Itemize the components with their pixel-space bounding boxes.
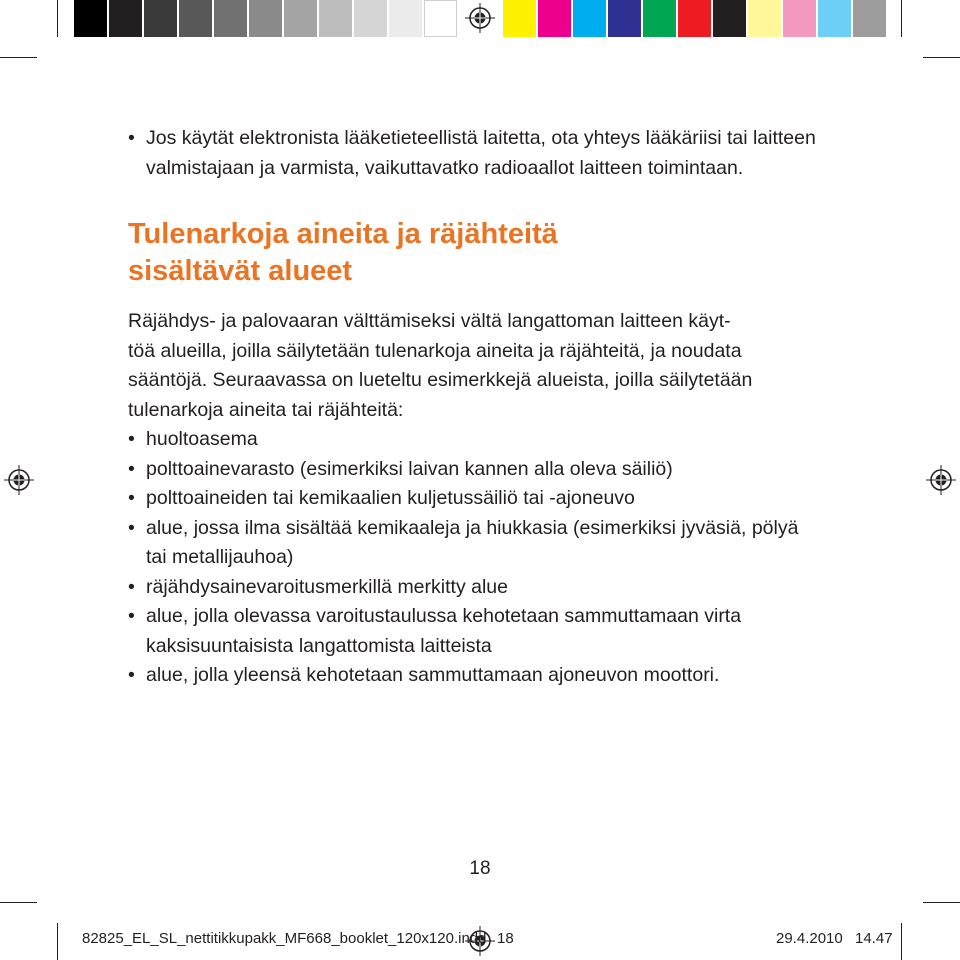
bullet-text: alue, jolla olevassa varoitustaulussa kehotetaan sammuttamaan virta kaksisuuntaisista langattomista laitteista [146,605,742,657]
color-bar-grayscale [74,0,459,37]
color-swatch [74,0,107,37]
registration-mark-icon [4,465,34,495]
color-swatch [109,0,142,37]
registration-mark-icon [926,465,956,495]
list-item [128,425,818,455]
list-item [128,514,818,573]
page-content [128,124,828,691]
bullet-text: polttoaineiden tai kemikaalien kuljetussäiliö tai -ajoneuvo [146,487,635,509]
color-bar-process [503,0,888,37]
paragraph-line: tulenarkoja aineita tai räjähteitä: [128,398,404,421]
color-swatch [179,0,212,37]
list-item [128,484,818,514]
list-item [128,573,818,603]
color-swatch [319,0,352,37]
bullet-icon: • [128,605,135,627]
heading-line: sisältävät alueet [128,255,353,287]
bullet-icon: • [128,127,135,149]
color-swatch [424,0,457,37]
color-swatch [783,0,816,37]
page-number: 18 [469,858,491,879]
crop-mark [0,57,37,58]
bullet-icon: • [128,664,135,686]
list-item [128,661,818,691]
crop-mark [901,923,902,960]
bullet-text: alue, jossa ilma sisältää kemikaaleja ja hiukkasia (esimerkiksi jyväsiä, pölyä tai metallijauhoa) [146,516,799,568]
color-swatch [503,0,536,37]
bullet-text: alue, jolla yleensä kehotetaan sammuttamaan ajoneuvon moottori. [146,664,720,686]
color-swatch [144,0,177,37]
color-swatch [354,0,387,37]
list-item [128,455,818,485]
footer-page: 18 [497,930,514,947]
bullet-list [128,425,818,691]
paragraph-line: Räjähdys- ja palovaaran välttämiseksi vältä langattoman laitteen käyt- [128,310,731,332]
crop-mark [901,0,902,37]
color-swatch [214,0,247,37]
paragraph-line: sääntöjä. Seuraavassa on lueteltu esimerkkejä alueista, joilla säilytetään [128,369,753,391]
color-swatch [713,0,746,37]
list-item [128,124,818,183]
footer-date: 29.4.2010 [776,930,843,947]
color-swatch [643,0,676,37]
color-swatch [249,0,282,37]
bullet-icon: • [128,457,135,480]
color-swatch [853,0,886,37]
bullet-text: räjähdysainevaroitusmerkillä merkitty alue [146,575,508,598]
footer-time: 14.47 [855,930,893,947]
color-swatch [573,0,606,37]
heading-line: Tulenarkoja aineita ja räjähteitä [128,218,558,250]
bullet-icon: • [128,428,135,450]
registration-mark-icon [465,3,495,33]
color-swatch [389,0,422,37]
crop-mark [0,902,37,903]
section-heading [128,216,828,290]
color-swatch [678,0,711,37]
bullet-text: huoltoasema [146,428,258,450]
color-swatch [818,0,851,37]
color-swatch [748,0,781,37]
bullet-icon: • [128,487,135,509]
color-swatch [284,0,317,37]
intro-list [128,124,818,183]
color-swatch [538,0,571,37]
bullet-icon: • [128,516,135,539]
crop-mark [923,57,960,58]
body-paragraph [128,307,828,425]
list-item [128,602,806,661]
bullet-text: Jos käytät elektronista lääketieteellistä laitetta, ota yhteys lääkäriisi tai laitteen valmistajaan ja varmista, vaikuttavatko radioaallot laitteen toimintaan. [146,127,816,179]
paragraph-line: töä alueilla, joilla säilytetään tulenarkoja aineita ja räjähteitä, ja noudata [128,339,742,362]
footer-file-name: 82825_EL_SL_nettitikkupakk_MF668_booklet_120x120.indd [82,930,487,947]
crop-mark [57,923,58,960]
crop-mark [57,0,58,37]
color-swatch [608,0,641,37]
crop-mark [923,902,960,903]
bullet-text: polttoainevarasto (esimerkiksi laivan kannen alla oleva säiliö) [146,457,673,480]
bullet-icon: • [128,575,135,598]
